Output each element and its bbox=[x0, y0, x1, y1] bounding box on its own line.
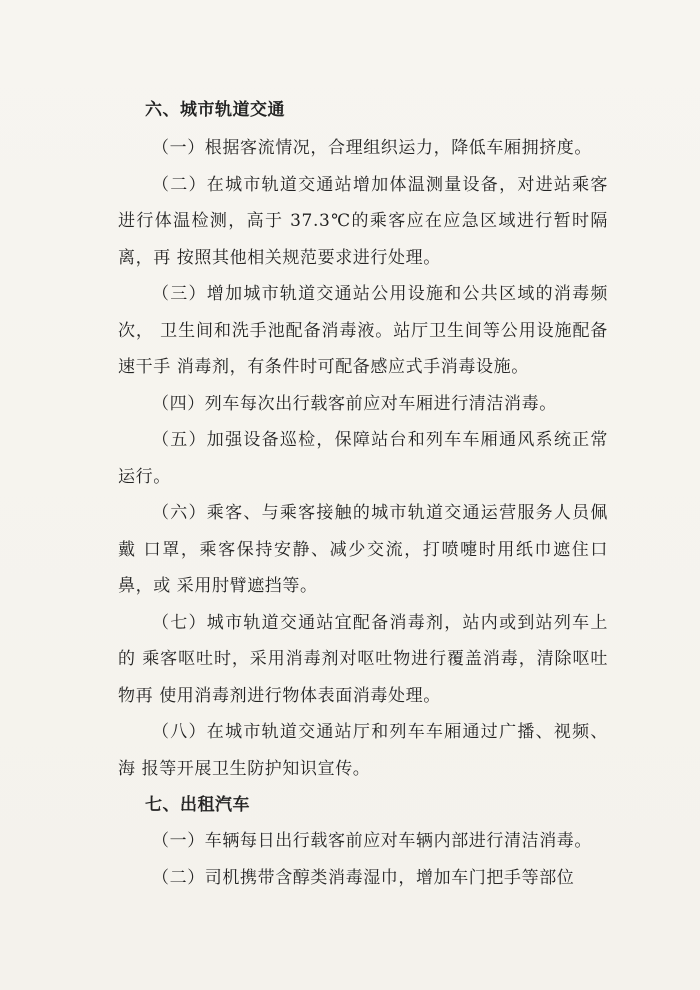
paragraph-6-5: （五）加强设备巡检，保障站台和列车车厢通风系统正常运行。 bbox=[118, 430, 608, 487]
paragraph-6-6: （六）乘客、与乘客接触的城市轨道交通运营服务人员佩戴 口罩，乘客保持安静、减少交流，打喷嚏时用纸巾遮住口鼻，或 采用肘臂遮挡等。 bbox=[118, 503, 608, 596]
section-heading-urban-rail: 六、城市轨道交通 bbox=[145, 100, 285, 120]
paragraph-6-8: （八）在城市轨道交通站厅和列车车厢通过广播、视频、海 报等开展卫生防护知识宣传。 bbox=[118, 722, 608, 779]
paragraph-6-4: （四）列车每次出行载客前应对车厢进行清洁消毒。 bbox=[152, 393, 557, 414]
paragraph-7-1: （一）车辆每日出行载客前应对车辆内部进行清洁消毒。 bbox=[152, 831, 592, 851]
paragraph-7-2: （二）司机携带含醇类消毒湿巾，增加车门把手等部位 bbox=[152, 867, 575, 888]
paragraph-6-1: （一）根据客流情况，合理组织运力，降低车厢拥挤度。 bbox=[152, 138, 592, 158]
paragraph-6-3: （三）增加城市轨道交通站公用设施和公共区域的消毒频次， 卫生间和洗手池配备消毒液。站厅卫生间等公用设施配备速干手 消毒剂，有条件时可配备感应式手消毒设施。 bbox=[118, 284, 608, 377]
paragraph-6-2: （二）在城市轨道交通站增加体温测量设备，对进站乘客进行体温检测，高于 37.3℃的乘客应在应急区域进行暂时隔离，再 按照其他相关规范要求进行处理。 bbox=[118, 174, 608, 268]
section-heading-taxi: 七、出租汽车 bbox=[145, 795, 250, 815]
paragraph-6-7: （七）城市轨道交通站宜配备消毒剂，站内或到站列车上的 乘客呕吐时，采用消毒剂对呕吐物进行覆盖消毒，清除呕吐物再 使用消毒剂进行物体表面消毒处理。 bbox=[118, 612, 608, 706]
document-body bbox=[118, 96, 608, 896]
